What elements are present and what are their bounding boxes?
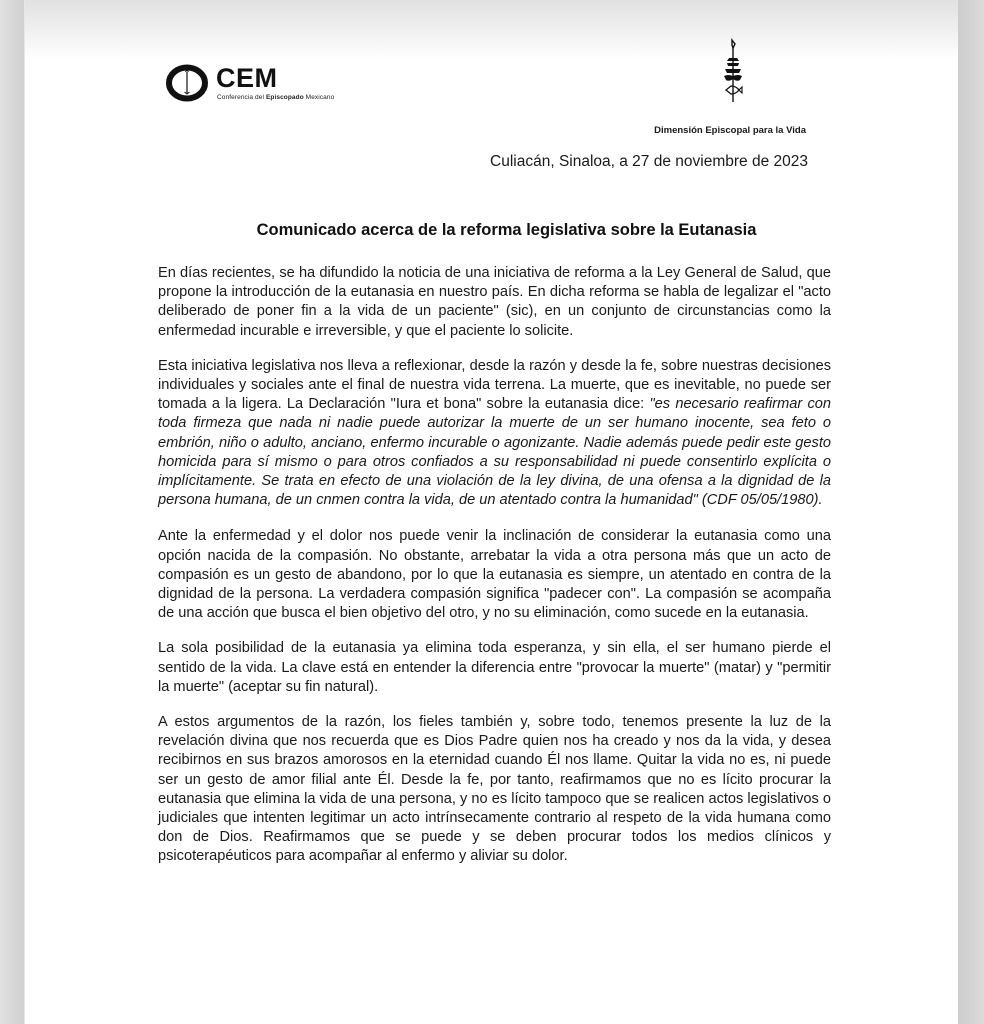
document-page[interactable] bbox=[25, 0, 958, 1024]
paragraph-2 bbox=[158, 357, 831, 511]
cem-subtitle-bold: Episcopado bbox=[265, 94, 304, 101]
cem-logo-icon bbox=[166, 64, 210, 102]
dimension-vida-emblem-icon bbox=[720, 38, 746, 104]
paragraph-1: En días recientes, se ha difundido la noticia de una iniciativa de reforma a la Ley General de Salud, que propone la introducción de la eutanasia en nuestro país. En dicha reforma se habla de legalizar el "acto deliberado de poner fin a la vida de un paciente" (sic), en un conjunto de circunstancias como la enfermedad incurable e irreversible, y que el paciente lo solicite. bbox=[158, 265, 831, 339]
paragraph-3: Ante la enfermedad y el dolor nos puede venir la inclinación de considerar la eutanasia como una opción nacida de la compasión. No obstante, arrebatar la vida a otra persona más que un acto de compasión es un gesto de abandono, por lo que la eutanasia es siempre, un atentado en contra de la dignidad de la persona. La verdadera compasión significa "padecer con". La compasión se acompaña de una acción que busca el bien objetivo del otro, y no su eliminación, como sucede en la eutanasia. bbox=[158, 528, 831, 622]
paragraph-4: La sola posibilidad de la eutanasia ya elimina toda esperanza, y sin ella, el ser humano pierde el sentido de la vida. La clave está en entender la diferencia entre "provocar la muerte" (matar) y "permitir la muerte" (aceptar su fin natural). bbox=[158, 640, 831, 695]
cem-acronym: CEM bbox=[216, 63, 278, 93]
iura-et-bona-quote: "es necesario reafirmar con toda firmeza que nada ni nadie puede autorizar la muerte de un ser humano inocente, sea feto o embrión, niño o adulto, anciano, enfermo incurable o agonizante. Nadie además puede pedir este gesto homicida para sí mismo o para otros confiados a su responsabilidad ni puede consentirlo explícita o implícitamente. Se trata en efecto de una violación de la ley divina, de una ofensa a la dignidad de la persona humana, de un cnmen contra la vida, de un atentado contra la humanidad" (CDF 05/05/1980). bbox=[158, 396, 831, 509]
paragraph-2-intro: Esta iniciativa legislativa nos lleva a reflexionar, desde la razón y desde la fe, sobre nuestras decisiones individuales y sociales ante el final de nuestra vida terrena. La muerte, que es inevitable, no puede ser tomada a la ligera. La Declaración "Iura et bona" sobre la eutanasia dice: bbox=[158, 357, 831, 413]
cem-subtitle-suffix: Mexicano bbox=[303, 94, 335, 101]
page-shadow bbox=[25, 0, 958, 60]
dimension-label: Dimensión Episcopal para la Vida bbox=[654, 125, 806, 136]
place-date: Culiacán, Sinaloa, a 27 de noviembre de 2023 bbox=[490, 153, 808, 170]
cem-subtitle bbox=[217, 94, 334, 101]
paragraph-5: A estos argumentos de la razón, los fieles también y, sobre todo, tenemos presente la luz de la revelación divina que nos recuerda que es Dios Padre quien nos ha creado y nos da la vida, y desea recibirnos en sus brazos amorosos en la eternidad cuando Él nos llame. Quitar la vida no es, ni puede ser un gesto de amor filial ante Él. Desde la fe, por tanto, reafirmamos que no es lícito procurar la eutanasia que elimina la vida de una persona, y no es lícito tampoco que se realicen actos legislativos o judiciales que intenten legitimar un acto intrínsecamente contrario al respeto de la vida humana como don de Dios. Reafirmamos que se puede y se deben procurar todos los medios clínicos y psicoterapéuticos para acompañar al enfermo y aliviar su dolor. bbox=[158, 714, 831, 865]
cem-subtitle-prefix: Conferencia del bbox=[217, 94, 266, 101]
cem-logo bbox=[166, 64, 406, 110]
document-title: Comunicado acerca de la reforma legislativa sobre la Eutanasia bbox=[256, 221, 757, 239]
document-body bbox=[158, 264, 831, 881]
